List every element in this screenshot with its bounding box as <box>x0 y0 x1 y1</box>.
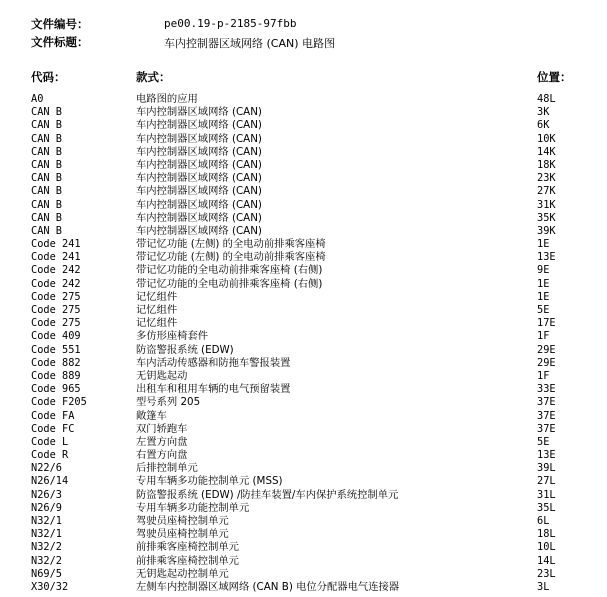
row-description: 敞篷车 <box>136 409 167 422</box>
row-position: 27K <box>537 185 556 198</box>
row-code: CAN B <box>31 211 62 224</box>
doc-number-label: 文件编号： <box>31 17 89 31</box>
row-code: CAN B <box>31 224 62 237</box>
table-row <box>0 159 607 172</box>
table-row <box>0 304 607 317</box>
row-position: 6L <box>537 515 550 527</box>
table-row <box>0 251 607 264</box>
row-description: 电路图的应用 <box>136 93 198 105</box>
table-row <box>0 462 607 475</box>
row-position: 13E <box>537 251 556 264</box>
table-row <box>0 185 607 198</box>
table-row <box>0 581 607 594</box>
row-description: 带记忆功能的全电动前排乘客座椅 (右侧) <box>136 264 323 277</box>
row-description: 车内控制器区域网络 (CAN) <box>136 198 262 211</box>
row-position: 39L <box>537 462 556 475</box>
row-code: N32/1 <box>31 515 62 527</box>
table-row <box>0 436 607 449</box>
row-code: CAN B <box>31 198 62 211</box>
row-code: Code 241 <box>31 251 81 264</box>
table-row <box>0 489 607 502</box>
row-position: 3L <box>537 580 550 593</box>
row-code: Code 242 <box>31 264 81 277</box>
row-description: 记忆组件 <box>136 304 178 316</box>
column-header-position: 位置： <box>537 70 572 84</box>
row-description: 无钥匙起动控制单元 <box>136 567 229 580</box>
row-code: CAN B <box>31 119 62 132</box>
row-code: Code 889 <box>31 369 81 382</box>
row-description: 记忆组件 <box>136 317 178 330</box>
table-row <box>0 212 607 225</box>
table-row <box>0 264 607 277</box>
table-row <box>0 528 607 541</box>
row-description: 车内控制器区域网络 (CAN) <box>136 106 262 119</box>
row-description: 车内控制器区域网络 (CAN) <box>136 211 262 224</box>
row-code: CAN B <box>31 145 62 158</box>
row-description: 带记忆功能 (左侧) 的全电动前排乘客座椅 <box>136 238 326 251</box>
row-description: 无钥匙起动 <box>136 369 188 382</box>
row-description: 车内控制器区域网络 (CAN) <box>136 158 262 171</box>
row-code: Code FC <box>31 422 75 435</box>
row-code: Code 882 <box>31 356 81 369</box>
table-row <box>0 370 607 383</box>
table-row <box>0 383 607 396</box>
table-row <box>0 396 607 409</box>
row-description: 车内控制器区域网络 (CAN) <box>136 185 262 198</box>
row-description: 后排控制单元 <box>136 462 198 475</box>
row-description: 车内控制器区域网络 (CAN) <box>136 132 262 145</box>
row-code: CAN B <box>31 158 62 171</box>
row-description: 专用车辆多功能控制单元 (MSS) <box>136 475 283 488</box>
table-row <box>0 317 607 330</box>
row-code: Code 409 <box>31 330 81 343</box>
row-position: 10L <box>537 541 556 554</box>
row-description: 型号系列 205 <box>136 396 201 409</box>
row-code: Code FA <box>31 409 75 422</box>
table-row <box>0 449 607 462</box>
row-position: 18K <box>537 158 556 171</box>
table-row <box>0 238 607 251</box>
table-row <box>0 344 607 357</box>
row-description: 前排乘客座椅控制单元 <box>136 554 239 567</box>
table-row <box>0 119 607 132</box>
row-description: 双门轿跑车 <box>136 422 188 435</box>
row-position: 1E <box>537 238 550 251</box>
table-row <box>0 93 607 106</box>
row-code: Code 241 <box>31 238 81 251</box>
row-code: Code 965 <box>31 383 81 396</box>
row-position: 1E <box>537 277 550 290</box>
row-description: 右置方向盘 <box>136 449 188 462</box>
row-code: Code 551 <box>31 343 81 356</box>
row-description: 防盗警报系统 (EDW) <box>136 343 234 356</box>
table-row <box>0 515 607 528</box>
row-description: 车内控制器区域网络 (CAN) <box>136 224 262 237</box>
doc-title-label: 文件标题： <box>31 35 89 49</box>
table-row <box>0 410 607 423</box>
row-position: 6K <box>537 119 550 132</box>
row-description: 出租车和租用车辆的电气预留装置 <box>136 383 291 396</box>
row-position: 3K <box>537 106 550 119</box>
row-position: 48L <box>537 93 556 105</box>
row-position: 5E <box>537 304 550 316</box>
table-row <box>0 199 607 212</box>
row-code: N32/2 <box>31 541 62 554</box>
row-code: N69/5 <box>31 567 62 580</box>
table-row <box>0 330 607 343</box>
row-code: Code 242 <box>31 277 81 290</box>
table-row <box>0 357 607 370</box>
row-description: 车内控制器区域网络 (CAN) <box>136 145 262 158</box>
row-position: 27L <box>537 475 556 488</box>
table-row <box>0 278 607 291</box>
row-code: N26/14 <box>31 475 69 488</box>
row-position: 23K <box>537 172 556 185</box>
row-code: CAN B <box>31 172 62 185</box>
row-position: 1F <box>537 330 550 343</box>
row-code: N32/2 <box>31 554 62 567</box>
row-code: N26/9 <box>31 501 62 514</box>
row-code: N22/6 <box>31 462 62 475</box>
row-position: 33E <box>537 383 556 396</box>
row-code: CAN B <box>31 132 62 145</box>
row-description: 前排乘客座椅控制单元 <box>136 541 239 554</box>
row-code: N26/3 <box>31 488 62 501</box>
row-position: 10K <box>537 132 556 145</box>
row-position: 9E <box>537 264 550 277</box>
table-row <box>0 225 607 238</box>
row-position: 23L <box>537 567 556 580</box>
row-description: 车内活动传感器和防拖车警报装置 <box>136 356 291 369</box>
row-description: 多仿形座椅套件 <box>136 330 209 343</box>
row-position: 5E <box>537 435 550 448</box>
row-description: 左侧车内控制器区域网络 (CAN B) 电位分配器电气连接器 <box>136 580 400 593</box>
table-row <box>0 541 607 554</box>
table-row <box>0 146 607 159</box>
row-position: 13E <box>537 449 556 462</box>
column-header-style: 款式： <box>136 70 171 84</box>
doc-number-value: pe00.19-p-2185-97fbb <box>164 17 297 30</box>
table-row <box>0 106 607 119</box>
row-position: 14K <box>537 145 556 158</box>
row-description: 记忆组件 <box>136 290 178 303</box>
row-position: 35L <box>537 501 556 514</box>
row-description: 车内控制器区域网络 (CAN) <box>136 172 262 185</box>
table-row <box>0 423 607 436</box>
row-code: Code L <box>31 435 69 448</box>
row-position: 17E <box>537 317 556 330</box>
row-position: 29E <box>537 343 556 356</box>
table-row <box>0 475 607 488</box>
row-description: 驾驶员座椅控制单元 <box>136 528 229 541</box>
row-code: Code R <box>31 449 69 462</box>
row-code: X30/32 <box>31 580 69 593</box>
row-position: 31L <box>537 488 556 501</box>
table-row <box>0 502 607 515</box>
table-row <box>0 555 607 568</box>
row-position: 37E <box>537 422 556 435</box>
row-position: 35K <box>537 211 556 224</box>
row-description: 专用车辆多功能控制单元 <box>136 501 250 514</box>
row-position: 31K <box>537 198 556 211</box>
row-description: 车内控制器区域网络 (CAN) <box>136 119 262 132</box>
row-position: 1E <box>537 290 550 303</box>
table-row <box>0 291 607 304</box>
row-position: 18L <box>537 528 556 541</box>
row-code: Code 275 <box>31 290 81 303</box>
row-code: N32/1 <box>31 528 62 541</box>
row-code: A0 <box>31 93 44 105</box>
row-code: Code 275 <box>31 317 81 330</box>
row-description: 驾驶员座椅控制单元 <box>136 515 229 527</box>
row-code: Code F205 <box>31 396 87 409</box>
row-position: 14L <box>537 554 556 567</box>
row-position: 37E <box>537 409 556 422</box>
row-position: 37E <box>537 396 556 409</box>
row-description: 带记忆功能的全电动前排乘客座椅 (右侧) <box>136 277 323 290</box>
table-row <box>0 568 607 581</box>
row-code: CAN B <box>31 106 62 119</box>
row-position: 39K <box>537 224 556 237</box>
doc-title-value: 车内控制器区域网络 (CAN) 电路图 <box>164 37 336 50</box>
table-row <box>0 133 607 146</box>
row-description: 左置方向盘 <box>136 435 188 448</box>
column-header-code: 代码： <box>31 70 66 84</box>
row-position: 1F <box>537 369 550 382</box>
legend-table <box>0 93 607 594</box>
row-code: Code 275 <box>31 304 81 316</box>
row-position: 29E <box>537 356 556 369</box>
row-description: 防盗警报系统 (EDW) /防挂车装置/车内保护系统控制单元 <box>136 488 399 501</box>
table-row <box>0 172 607 185</box>
row-code: CAN B <box>31 185 62 198</box>
row-description: 带记忆功能 (左侧) 的全电动前排乘客座椅 <box>136 251 326 264</box>
